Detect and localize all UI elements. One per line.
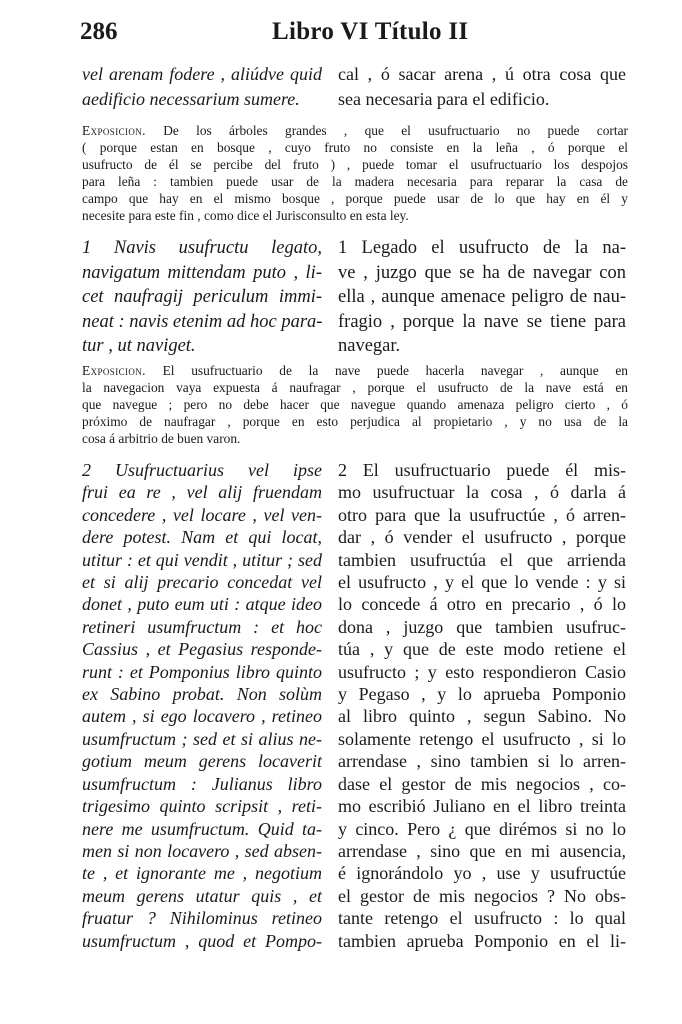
spanish-line: lo concede á otro en precario , ó lo [338, 594, 626, 615]
latin-line: tur , ut naviget. [82, 336, 196, 357]
latin-line: usumfructum ; sed et si alius ne- [82, 728, 322, 749]
spanish-line: fragio , porque la nave se tiene para [338, 311, 626, 332]
spanish-line: el gestor de mis negocios ? No obs- [338, 885, 626, 906]
latin-line: et si alij precario concedat vel [82, 572, 322, 593]
spanish-line: dase el gestor de mis negocios , co- [338, 773, 626, 794]
spanish-line: navegar. [338, 336, 401, 357]
spanish-line: mo usufructuar la cosa , ó darla á [338, 482, 626, 503]
spanish-line: usufructo ; y esto respondieron Casio [338, 661, 626, 682]
latin-line: navigatum mittendam puto , li- [82, 262, 322, 283]
spanish-line: túa , y que de este modo retiene el [338, 639, 626, 660]
exposicion-line: Exposicion. El usufructuario de la nave puede hacerla navegar , aunque en [82, 363, 628, 378]
exposicion-line: Exposicion. De los árboles grandes , que el usufructuario no puede cortar [82, 123, 628, 138]
spanish-line: mo escribió Juliano en el libro treinta [338, 796, 626, 817]
spanish-line: sea necesaria para el edificio. [338, 89, 550, 109]
exposicion-line: necesite para este fin , como dice el Jurisconsulto en esta ley. [82, 208, 409, 223]
latin-column-section-1 [82, 236, 322, 359]
exposicion-line: usufructo de él se percibe del fruto ) , puede tomar el usufructuario los despojos [82, 157, 628, 172]
exposicion-label: Exposicion. [82, 123, 146, 138]
latin-line: donet , puto eum uti : atque ideo [82, 594, 322, 615]
latin-line: Cassius , et Pegasius responde- [82, 639, 322, 660]
spanish-line: dona , juzgo que tambien usufruc- [338, 616, 626, 637]
spanish-line: 2 El usufructuario puede él mis- [338, 460, 626, 480]
spanish-line: tambien aprueba Pomponio en el li- [338, 930, 626, 951]
spanish-line: y cinco. Pero ¿ que dirémos si no lo [338, 818, 626, 839]
spanish-line: el usufructo , y el que lo vende : y si [338, 572, 626, 593]
spanish-line: arrendase , sino que en mi ausencia, [338, 840, 626, 861]
latin-line: usumfructum , quod et Pompo- [82, 930, 322, 951]
latin-line: nere me usumfructum. Quid ta- [82, 818, 322, 839]
latin-line: runt : et Pomponius libro quinto [82, 661, 322, 682]
spanish-line: 1 Legado el usufructo de la na- [338, 238, 626, 258]
latin-line: 2 Usufructuarius vel ipse [82, 460, 322, 480]
latin-line: men si non locavero , sed absen- [82, 840, 322, 861]
latin-line: aedificio necessarium sumere. [82, 89, 300, 109]
latin-line: concedere , vel locare , vel ven- [82, 504, 322, 525]
spanish-column-section-2 [338, 459, 626, 952]
exposicion-line: campo que hay en el mismo bosque , porque puede usar de lo que hay en él y [82, 191, 628, 206]
latin-line: trigesimo quinto scripsit , reti- [82, 796, 322, 817]
spanish-line: ve , juzgo que se ha de navegar con [338, 262, 626, 283]
spanish-column-section-1 [338, 236, 626, 359]
latin-line: vel arenam fodere , aliúdve quid [82, 64, 322, 84]
latin-line: cet naufragij periculum immi- [82, 287, 322, 308]
page-header [80, 18, 630, 50]
latin-line: dere potest. Nam et qui locat, [82, 527, 322, 548]
latin-line: fruatur ? Nihilominus retineo [82, 908, 322, 929]
latin-line: neat : navis etenim ad hoc para- [82, 311, 323, 332]
spanish-line: dar , ó vender el usufructo , porque [338, 527, 626, 548]
spanish-line: otro para que la usufructúe , ó arren- [338, 504, 626, 525]
page-number: 286 [80, 18, 118, 45]
spanish-line: cal , ó sacar arena , ú otra cosa que [338, 64, 626, 84]
exposicion-line: la navegacion vaya expuesta á naufragar , porque el usufructo de la nave está en [82, 380, 628, 395]
latin-line: retineri usumfructum : et hoc [82, 616, 322, 637]
spanish-column-intro [338, 62, 626, 112]
spanish-line: é ignorándolo yo , use y usufructúe [338, 863, 626, 884]
latin-line: te , et ignorante me , negotium [82, 863, 322, 884]
exposicion-line: que navegue ; pero no debe hacer que navegue quando amenaza peligro cierto , ó [82, 397, 628, 412]
exposicion-label: Exposicion. [82, 363, 146, 378]
spanish-line: tante retengo el usufructo : lo qual [338, 908, 626, 929]
exposicion-line: cosa á arbitrio de buen varon. [82, 431, 241, 446]
latin-line: gotium meum gerens locaverit [82, 751, 322, 772]
exposicion-line: ( porque estan en bosque , cuyo fruto no consiste en la leña , ó porque el [82, 140, 628, 155]
latin-line: autem , si ego locavero , retineo [82, 706, 322, 727]
exposicion-commentary-2 [82, 362, 628, 447]
spanish-line: ella , aunque amenace peligro de nau- [338, 287, 626, 308]
latin-line: ex Sabino probat. Non solùm [82, 684, 322, 705]
spanish-line: al libro quinto , segun Sabino. No [338, 706, 626, 727]
exposicion-line: próximo de naufragar , porque en esto perjudica al propietario , y no usa de la [82, 414, 628, 429]
spanish-line: arrendase , sino tambien si lo arren- [338, 751, 626, 772]
spanish-line: y Pegaso , y lo aprueba Pomponio [338, 684, 626, 705]
spanish-line: tambien usufructúa el que arrienda [338, 549, 626, 570]
latin-line: meum gerens utatur quis , et [82, 885, 322, 906]
latin-line: frui ea re , vel alij fruendam [82, 482, 322, 503]
exposicion-line: para leña : tambien puede usar de la madera necesaria para reparar la casa de [82, 174, 628, 189]
latin-line: usumfructum : Julianus libro [82, 773, 322, 794]
spanish-line: solamente retengo el usufructo , si lo [338, 728, 626, 749]
latin-column-section-2 [82, 459, 322, 952]
exposicion-commentary-1 [82, 122, 628, 224]
latin-line: utitur : et qui vendit , utitur ; sed [82, 549, 322, 570]
latin-column-intro [82, 62, 322, 112]
running-head: Libro VI Título II [272, 18, 469, 45]
latin-line: 1 Navis usufructu legato, [82, 238, 322, 258]
